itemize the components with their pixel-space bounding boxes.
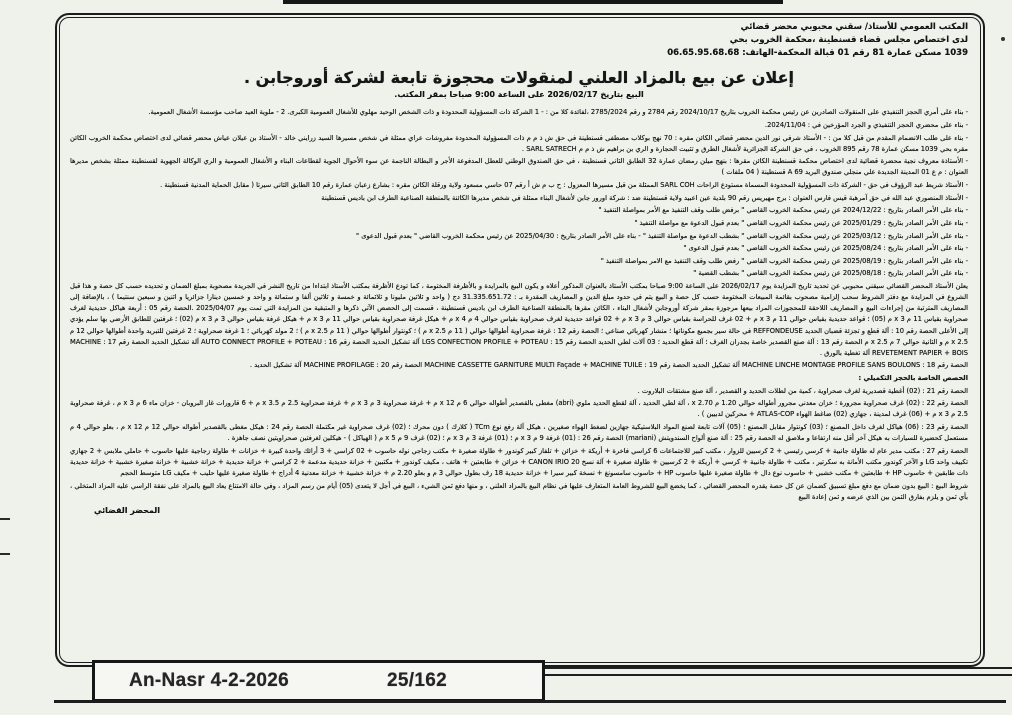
body-paragraph: شروط البيع : البيع بدون ضمان مع دفع مبلغ تسبيق كضمان عن كل حصة يقدره المحضر القضائي ، كما يخضع البيع للشروط العامة المتعارف عليها في نظام البيع بالمزاد العلني ، و منها دفع ثمن الشيء ، البيع في أجل لا يتعدى (05) أيام من رسم المزاد ، وفي حالة الامتناع يعاد البيع بالمزاد على نفقة الراسي عليه المزاد المتخلي ، بأي ثمن و يلزم بفارق الثمن بين الذي عرضه و ثمن إعادة البيع	[70, 481, 968, 501]
body-paragraph: - بناء على طلب الانضمام المقدم من قبل كلا من : - الأستاذ شرفي نور الدين محضر قضائي الكائن مقره : 70 نهج بوكلاب مصطفى قسنطينة في حق ش ذ م م ذات المسؤولية المحدودة مفروشات عراي ممثلة في شخص مسيرها السيد زرايني خالد - الأستاذ بن عيلان عياش محضر قضائي لدى اختصاص محكمة الخروب الكائن مقره بحي 1039 مسكن عمارة 78 رقم 895 الخروب ، في حق الشركة الجزائرية لأشغال الطرق و تثبيت الحجارة و الري بن براهيم ش ذ م م SARL SATRECH .	[70, 133, 968, 153]
scan-artifact-speck	[1001, 37, 1005, 41]
body-paragraph: - بناء على الأمر الصادر بتاريخ : 2025/08/19 عن رئيس محكمة الخروب القاضي " رفض طلب وقف التنفيذ مع الامر بمواصلة التنفيذ "	[600, 256, 968, 265]
body-paragraph: - بناء على الأمر الصادر بتاريخ : 2025/08/18 عن رئيس محكمة الخروب القاضي " بشطب القضية "	[693, 269, 968, 278]
body-paragraph: - بناء على الأمر الصادر بتاريخ : 2024/12/22 عن رئيس محكمة الخروب القاضي " برفض طلب وقف التنفيذ مع الأمر بمواصلة التنفيذ "	[598, 206, 968, 215]
body-paragraph: الحصص الخاصة بالحجز التكميلي :	[858, 374, 968, 382]
publication-page-ref: 25/162	[387, 670, 447, 691]
body-paragraph: يعلن الأستاذ المحضر القضائي سيقني محبوبي عن تحديد تاريخ المزايدة يوم 2026/02/17 على الساعة 9:00 صباحا بمكتب الأستاذ بالعنوان المذكور أعلاه و يكون البيع بالمزايدة و بالأظرفة المختومة ، كما تودع الأظرفة بمكتب الأستاذ ابتداءا من تاريخ النشر في الجريدة مصحوبة بمبلغ الضمان و تحديده حسب كل حصة و هذا قبل الشروع في المزايدة مع دفتر الشروط سحب إلزامية مصحوب بقائمة المبيعات المختومة حسب كل حصة و البيع يتم في حدود مبلغ الدين و المصاريف المقدرة بـ : 31.335.651.72 دج ( واحد و ثلاثين مليونا و ثلاثمائة و خمسة و ثلاثين ألفا و ستمائة و واحد و خمسين دينارا جزائريا و اثنين و سبعين سنتيما ) ، بالإضافة إلى المصاريف المترتبة من إجراءات البيع و المصاريف اللاحقة للمحجوزات المراد بيعها مرجوزة بمقر شركة أوروجابن لأشغال البناء ، الكائن مقرها بالمنطقة الصناعية الطرف ابن باديس قسنطينة ، قسمت إلى الحصص الآتي ذكرها و المتبقية من المزايدة التي تمت يوم 2025/04/07 .الحصة رقم 05 : أربعة هياكل حديدية لغرف صحراوية بقياس 11 م x 3 م (05) ؛ قواعد حديدية بقياس حوالي 11 م x 3 م + 02 غرف للحراسة بقياس حوالي 3 م x 3 م + 02 قواعد حديدية لغرف صحراوية بقياس حوالي 4 م x 4 م + هيكل غرفة صحراوية بقياس حوالي 11 م x 3 م + هيكل غرفة بقياس حوالي 3 م x 3 م (02) ؛ غرفتين للطابق الأرضي بها سلم يؤدي إلى الأعلى الحصة رقم 10 : آلة قطع و تجزئة قضبان الحديد REFFONDEUSE في حالة سير بجميع مكوناتها ؛ منشار كهربائي صناعي ؛ الحصة رقم 12 : غرفة صحراوية أطوالها حوالي ( 11 م x 2.5 م ) ؛ كونتوار أطوالها حوالي ( 11 م x 2.5 م ) ؛ 2 مولد كهربائي ؛ 1 غرفة صحراوية ؛ 2 غرفتين للتبريد واحدة أطوالها حوالي 12 م x 2.5 م و الثانية حوالي 7 م x 2.5 م الحصة رقم 13 : آلة صنع القصدير خاصة بجدران الغرف ؛ آلة قطع الحديد ؛ 03 آلات لطي الحديد الحصة رقم 15 : LGS CONFECTION PROFILE + POTEAU آلة تشكيل الحديد الحصة رقم 16 : AUTO CONNECT PROFILE + POTEAU آلة تشكيل الحديد الحصة رقم 17 : MACHINE REVETEMENT PAPIER + BOIS آلة تغطية بالورق .	[70, 282, 969, 357]
bailiff-signature: المحضر القضائي	[94, 505, 161, 515]
scan-artifact-rule	[540, 674, 1012, 676]
body-paragraph: - بناء على الأمر الصادر بتاريخ : 2025/03/12 عن رئيس محكمة الخروب القاضي " بشطب الدعوة مع مواصلة التنفيذ " - بناء على الأمر الصادر بتاريخ : 2025/04/30 عن رئيس محكمة الخروب القاضي " بعدم قبول الدعوى "	[356, 231, 968, 240]
bailiff-office-header	[70, 21, 968, 59]
publication-name-date: An-Nasr 4-2-2026	[129, 670, 290, 691]
body-paragraph: الحصة رقم 23 : (06) هياكل لغرف داخل المصنع ؛ (03) كونتوار مقابل المصنع ؛ (05) آلات تابعة لصنع المواد البلاستيكية جهازين لضغط الهواء صغيرين ، هيكل آلة رفع نوع TCm ( كلارك ) دون محرك ؛ (02) غرف صحراوية غير مكتملة الحصة رقم 24 : هيكل مغطى بالقصدير أطواله حوالي 12 م x 12 م ، بعلو حوالي 4 م مستعمل كحضيرة للسيارات به هيكل آخر أقل منه ارتفاعا و ملاصق له الحصة رقم 25 : آلة صنع ألواح السندويتش (mariani) الحصة رقم 26 : (01) غرفة 9 م x 3 م ؛ (01) غرفة 3 م x 3 م ؛ (02) غرف 9 م x 5 م ( الهياكل ) - هيكلين لغرفتين صحراويتين نصف جاهزة .	[70, 423, 969, 443]
notice-subtitle: البيع بتاريخ 2026/02/17 على الساعة 9:00 صباحا بمقر المكتب.	[394, 90, 644, 100]
body-paragraph: الحصة رقم 22 : (02) غرف صحراوية مجرورة ؛ خزان معدني مجرور أطواله حوالي 1.20 م x 2.70 ، آلة لطي الحديد ، آلة لقطع الحديد ملوي (abri) مغطى بالقصدير أطواله حوالي 6 م x 12 م + غرفة صحراوية 3 م x 3 م + غرفة صحراوية 2.5 م x 3.5 م + 6 قارورات غاز البروبان - خزان ماء 6 م x 3 م ، غرفة صحراوية 2.5 م x 3 م + (06) غرف لمدينة ، جهازي (02) ضاغط الهواء ATLAS-COP + محركين لدبيين ) .	[70, 399, 968, 419]
body-paragraph: الحصة رقم 21 : (02) أغطية قصديرية لغرف صحراوية ، كمية من لطلات الحديد و القصدير ، آلة صنع مشتقات البلاروت .	[637, 386, 968, 395]
scan-artifact-left-tick	[0, 518, 10, 520]
body-paragraph: - الأستاذ شريط عبد الرؤوف في حق - الشركة ذات المسؤولية المحدودة المسماة مستودع الراحات SARL COH الممثلة من قبل مسيرها المعزول : ح ب م ش أ رقم 07 حاسي مسعود ولاية ورقلة الكائن مقره : بشارع زعبان عمارة رقم 10 الطابق الثاني سيرتا ( مقابل الحماية المدنية قسنطينة .	[160, 181, 968, 189]
body-paragraph: - بناء على محضري الحجز التنفيذي و الجرد المؤرخين في : 2024/11/04.	[764, 120, 968, 129]
office-header-line-3: 1039 مسكن عمارة 81 رقم 01 قبالة المحكمة-الهاتف: 06.65.95.68.68	[667, 47, 968, 58]
body-paragraph: الحصة رقم 27 : مكتب مدير عام له طاولة جانبية + كرسي رئيسي + 2 كرسيين للزوار ، مكتب كبير للاجتماعات 6 كراسي فاخرة + أريكة + خزائن + تلفاز كبير كوندور + طاولة صغيرة + مكتب زجاجي نوله حاسوب + 02 كراسي + 3 أرائك واحدة كبيرة + خزانات + طاولة زجاجية عليها حاسوب + حاملي ملابس + 2 جهازي تكييف واحد LG و الآخر كوندور مكتب الأمانة به سكرتير ، مكتب + طاولة جانبية + كرسي + أريكة + 2 كرسيين + طاولة صغيرة + آلة نسخ CANON IRIO 20 + خزائن + طابعتين + هاتف ، مكيف كوندور + مكتبين + خزانة حديدية مدعمة + 2 كراسي + خزانة حديدية + خزانة خشبية + خزانة صغيرة خشبية + خزانة حديدية ذات طابقين + حاسوب HP + طابعتين + مكتب خشبي + حاسوب نوع دال + طاولة صغيرة عليها حاسوب HP + حاسوب سامسونغ + نسخة كبير سيرا + خزانة حديدية 18 رف بطول حوالي 3 م و بعلو 2.20 م + خزانة خشبية + خزانة معدنية 4 أدراج + طاولة صغيرة عليها حليب + مكيف LG متوسط الحجم	[70, 446, 969, 477]
body-paragraph: - بناء على الأمر الصادر بتاريخ : 2025/01/29 عن رئيس محكمة الخروب القاضي " بعدم قبول الدعوة مع مواصلة التنفيذ "	[634, 218, 968, 227]
notice-content	[70, 21, 968, 515]
office-header-line-2: لدى اختصاص مجلس قضاء قسنطينة ،محكمة الخروب بحي	[729, 34, 968, 45]
body-paragraph: - بناء على الأمر الصادر بتاريخ : 2025/08/24 عن رئيس محكمة الخروب القاضي " بعدم قبول الدعوى "	[683, 244, 968, 253]
body-paragraph: - الأستاذة معروف نجية محضرة قضائية لدى اختصاص محكمة قسنطينة الكائن مقرها : بنهج ميلن رمضان عمارة 32 الطابق الثاني قسنطينة ، في حق الصندوق الوطني للعطل المدفوعة الأجر و البطالة الناجمة عن سوء الأحوال الجوية لقطاعات البناء و الأشغال العمومية و الري الوكالة الجهوية لقسنطينة ممثلة بشخص مديرها العنوان : م ع 01 المدينة الجديدة علي منجلي صندوق البريد A 69 قسنطينة ( 04 ملفات )	[70, 157, 968, 177]
body-paragraph: - بناء على أمري الحجز التنفيذي على المنقولات الصادرين عن رئيس محكمة الخروب بتاريخ 2024/10/17 رقم 2784 و رقم 2785/2024 ،لفائدة كلا من : - 1 الشركة ذات المسؤولية المحدودة و ذات الشخص الوحيد مهلوي للأشغال العمومية الكبرى. 2 - ملوية العيد صاحب مؤسسة الأشغال العمومية.	[148, 108, 968, 117]
scan-artifact-left-tick	[0, 553, 10, 555]
scan-artifact-top-line	[283, 0, 783, 4]
publication-stamp-box	[92, 660, 545, 702]
notice-body	[70, 107, 968, 503]
office-header-line-1: المكتب العمومي للأستاذ/ سقني محبوبي محضر قضائي	[740, 22, 968, 32]
scan-artifact-rule	[540, 667, 1012, 669]
scan-artifact-bottom-rule	[54, 700, 1006, 703]
notice-title: إعلان عن بيع بالمزاد العلني لمنقولات محجوزة تابعة لشركة أوروجابن .	[244, 68, 794, 88]
body-paragraph: الحصة رقم 18 : MACHINE LINCHE MONTAGE PROFILE SANS BOULONS آلة تشكيل الحديد الحصة رقم 19 : MACHINE CASSETTE GARNITURE MULTI Façade + MACHINE TUILE الحصة رقم 20 : MACHINE PROFILAGE آلة تشكيل الحديد .	[249, 361, 968, 370]
body-paragraph: - الأستاذ المنصوري عبد الله في حق آمرهبة قيس فارس العنوان : برج مهيريس رقم 90 بلدية عين اعبيد ولاية قسنطينة ضد : شركة اورور جابن لأشغال البناء ممثلة في شخص مديرها الكائنة بالمنطقة الصناعية الطرف ابن باديس قسنطينة	[321, 193, 968, 202]
